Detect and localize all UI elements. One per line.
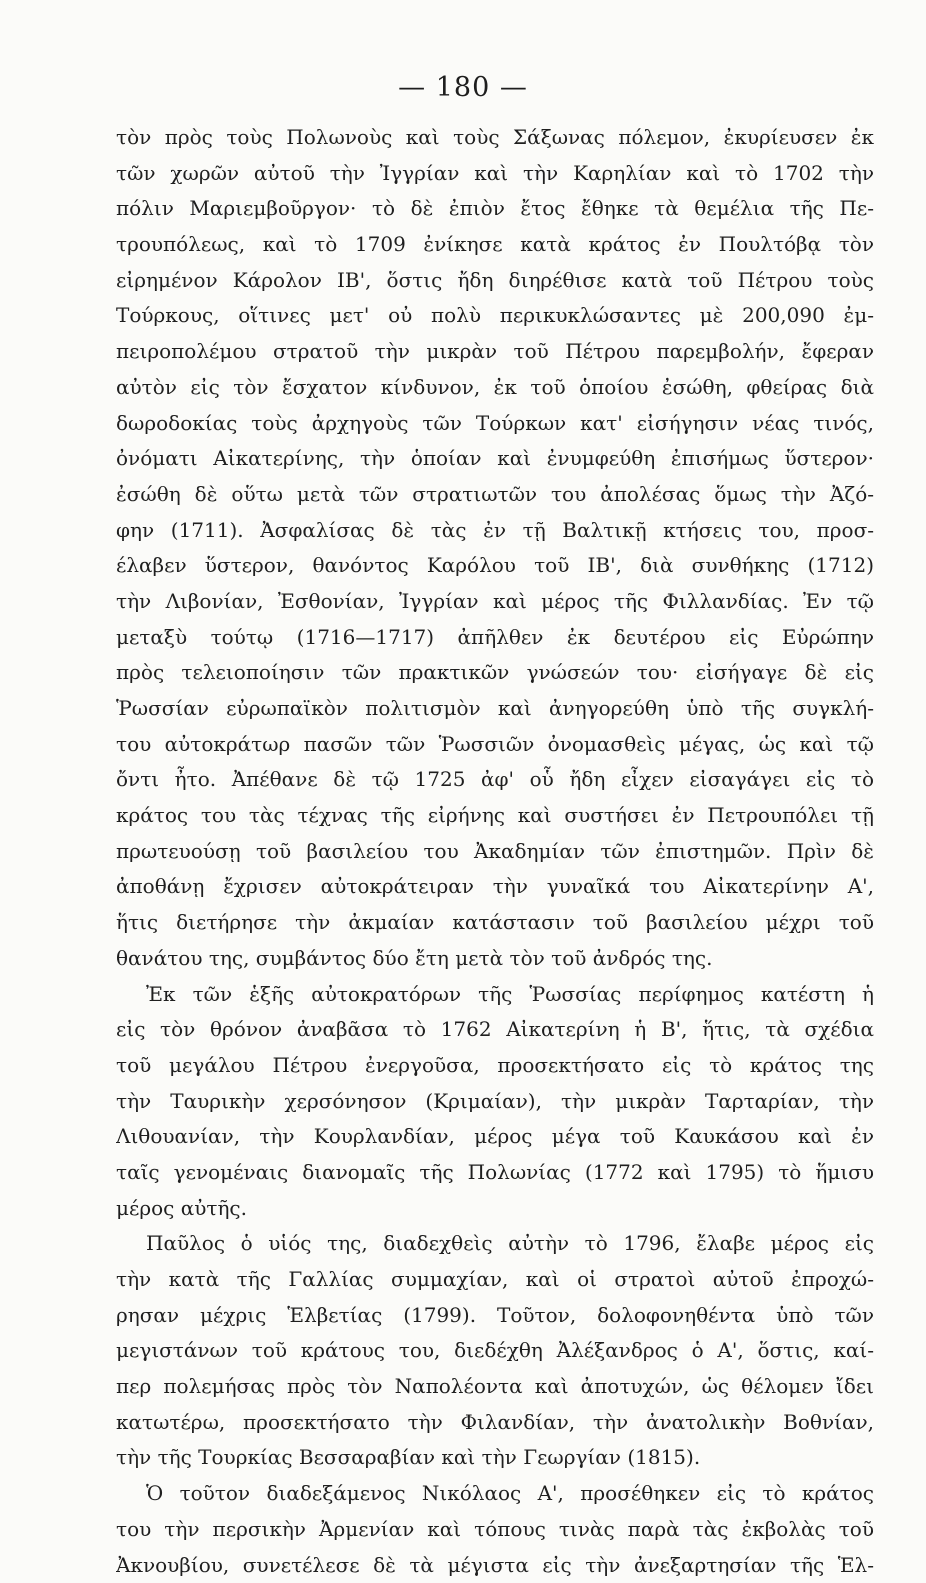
text-line: κράτος του τὰς τέχνας τῆς εἰρήνης καὶ συστήσει ἐν Πετρουπόλει τῇ [116, 798, 874, 834]
text-line: ἥτις διετήρησε τὴν ἀκμαίαν κατάστασιν τοῦ βασιλείου μέχρι τοῦ [116, 905, 874, 941]
text-line: πειροπολέμου στρατοῦ τὴν μικρὰν τοῦ Πέτρου παρεμβολήν, ἔφεραν [116, 334, 874, 370]
text-line: ὄντι ἦτο. Ἀπέθανε δὲ τῷ 1725 ἀφ' οὗ ἤδη εἶχεν εἰσαγάγει εἰς τὸ [116, 762, 874, 798]
text-line: αὐτὸν εἰς τὸν ἔσχατον κίνδυνον, ἐκ τοῦ ὁποίου ἐσώθη, φθείρας διὰ [116, 370, 874, 406]
text-line: ἀποθάνῃ ἔχρισεν αὐτοκράτειραν τὴν γυναῖκά του Αἰκατερίνην Α', [116, 869, 874, 905]
text-line: εἰρημένον Κάρολον ΙΒ', ὅστις ἤδη διηρέθισε κατὰ τοῦ Πέτρου τοὺς [116, 263, 874, 299]
text-line: τὴν Λιβονίαν, Ἐσθονίαν, Ἰγγρίαν καὶ μέρος τῆς Φιλλανδίας. Ἐν τῷ [116, 584, 874, 620]
text-line: Ἐκ τῶν ἑξῆς αὐτοκρατόρων τῆς Ῥωσσίας περίφημος κατέστη ἡ [116, 977, 874, 1013]
body-text [116, 120, 874, 1583]
text-line: ὀνόματι Αἰκατερίνης, τὴν ὁποίαν καὶ ἐνυμφεύθη ἐπισήμως ὕστερον· [116, 441, 874, 477]
text-line: Ῥωσσίαν εὐρωπαϊκὸν πολιτισμὸν καὶ ἀνηγορεύθη ὑπὸ τῆς συγκλή- [116, 691, 874, 727]
text-line: πόλιν Μαριεμβοῦργον· τὸ δὲ ἐπιὸν ἔτος ἔθηκε τὰ θεμέλια τῆς Πε- [116, 191, 874, 227]
text-line: μεταξὺ τούτῳ (1716—1717) ἀπῆλθεν ἐκ δευτέρου εἰς Εὐρώπην [116, 620, 874, 656]
text-line: ταῖς γενομέναις διανομαῖς τῆς Πολωνίας (1772 καὶ 1795) τὸ ἥμισυ [116, 1155, 874, 1191]
text-line: Λιθουανίαν, τὴν Κουρλανδίαν, μέρος μέγα τοῦ Καυκάσου καὶ ἐν [116, 1119, 874, 1155]
page-number: — 180 — [0, 72, 926, 103]
text-line: τοῦ μεγάλου Πέτρου ἐνεργοῦσα, προσεκτήσατο εἰς τὸ κράτος της [116, 1048, 874, 1084]
text-line: Παῦλος ὁ υἱός της, διαδεχθεὶς αὐτὴν τὸ 1796, ἔλαβε μέρος εἰς [116, 1226, 874, 1262]
text-line: τὸν πρὸς τοὺς Πολωνοὺς καὶ τοὺς Σάξωνας πόλεμον, ἐκυρίευσεν ἐκ [116, 120, 874, 156]
text-line: Τούρκους, οἵτινες μετ' οὐ πολὺ περικυκλώσαντες μὲ 200,090 ἐμ- [116, 298, 874, 334]
text-line: κατωτέρω, προσεκτήσατο τὴν Φιλανδίαν, τὴν ἀνατολικὴν Βοθνίαν, [116, 1405, 874, 1441]
text-line: μεγιστάνων τοῦ κράτους του, διεδέχθη Ἀλέξανδρος ὁ Α', ὅστις, καί- [116, 1333, 874, 1369]
text-line: του αὐτοκράτωρ πασῶν τῶν Ῥωσσιῶν ὀνομασθεὶς μέγας, ὡς καὶ τῷ [116, 727, 874, 763]
text-line: τρουπόλεως, καὶ τὸ 1709 ἐνίκησε κατὰ κράτος ἐν Πουλτόβᾳ τὸν [116, 227, 874, 263]
text-line: θανάτου της, συμβάντος δύο ἔτη μετὰ τὸν τοῦ ἀνδρός της. [116, 941, 874, 977]
text-line: τῶν χωρῶν αὐτοῦ τὴν Ἰγγρίαν καὶ τὴν Καρηλίαν καὶ τὸ 1702 τὴν [116, 156, 874, 192]
text-line: δωροδοκίας τοὺς ἀρχηγοὺς τῶν Τούρκων κατ' εἰσήγησιν νέας τινός, [116, 406, 874, 442]
text-line: τὴν τῆς Τουρκίας Βεσσαραβίαν καὶ τὴν Γεωργίαν (1815). [116, 1440, 874, 1476]
text-line: πρὸς τελειοποίησιν τῶν πρακτικῶν γνώσεών του· εἰσήγαγε δὲ εἰς [116, 655, 874, 691]
text-line: τὴν Ταυρικὴν χερσόνησον (Κριμαίαν), τὴν μικρὰν Ταρταρίαν, τὴν [116, 1084, 874, 1120]
text-line: τὴν κατὰ τῆς Γαλλίας συμμαχίαν, καὶ οἱ στρατοὶ αὐτοῦ ἐπροχώ- [116, 1262, 874, 1298]
text-line: εἰς τὸν θρόνον ἀναβᾶσα τὸ 1762 Αἰκατερίνη ἡ Β', ἥτις, τὰ σχέδια [116, 1012, 874, 1048]
text-line: Ἀκνουβίου, συνετέλεσε δὲ τὰ μέγιστα εἰς τὴν ἀνεξαρτησίαν τῆς Ἑλ- [116, 1548, 874, 1583]
text-line: Ὁ τοῦτον διαδεξάμενος Νικόλαος Α', προσέθηκεν εἰς τὸ κράτος [116, 1476, 874, 1512]
text-line: περ πολεμήσας πρὸς τὸν Ναπολέοντα καὶ ἀποτυχών, ὡς θέλομεν ἴδει [116, 1369, 874, 1405]
text-line: πρωτευούσῃ τοῦ βασιλείου του Ἀκαδημίαν τῶν ἐπιστημῶν. Πρὶν δὲ [116, 834, 874, 870]
text-line: έλαβεν ὕστερον, θανόντος Καρόλου τοῦ ΙΒ', διὰ συνθήκης (1712) [116, 548, 874, 584]
text-line: του τὴν περσικὴν Ἀρμενίαν καὶ τόπους τινὰς παρὰ τὰς ἐκβολὰς τοῦ [116, 1512, 874, 1548]
text-line: ἐσώθη δὲ οὕτω μετὰ τῶν στρατιωτῶν του ἀπολέσας ὅμως τὴν Ἀζό- [116, 477, 874, 513]
text-line: φην (1711). Ἀσφαλίσας δὲ τὰς ἐν τῇ Βαλτικῇ κτήσεις του, προσ- [116, 513, 874, 549]
text-line: ρησαν μέχρις Ἑλβετίας (1799). Τοῦτον, δολοφονηθέντα ὑπὸ τῶν [116, 1298, 874, 1334]
text-line: μέρος αὐτῆς. [116, 1191, 874, 1227]
